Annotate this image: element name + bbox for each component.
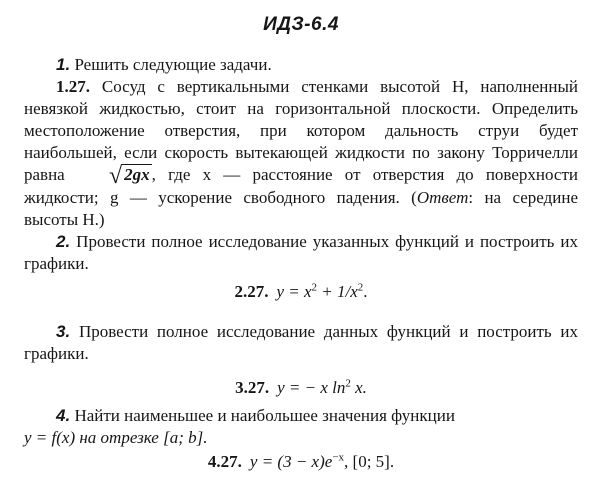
formula-4-27-end: , [0; 5].: [344, 452, 395, 471]
formula-4-27-sup: −x: [332, 451, 345, 464]
formula-4-27: [24, 451, 578, 473]
task1-number: 1.: [56, 55, 71, 74]
task4-number: 4.: [56, 406, 71, 425]
formula-3-27-sup: 2: [345, 377, 351, 390]
task1-text: Решить следующие задачи.: [74, 55, 272, 74]
task3-text: Провести полное исследование данных функций и построить их графики.: [24, 322, 579, 363]
problem-1-27-text-a: Сосуд с вертикальными стенками высотой H, наполненный невязкой жидкостью, стоит на горизонтальной плоскости. Определить местоположение отверстия, при котором дальность струи будет наибольшей, если скорость вытекающей жидкости по закону Торричелли равна: [24, 77, 579, 184]
task3-heading: [24, 321, 578, 365]
task4-text-b: y = f(x) на отрезке [a; b].: [24, 428, 208, 447]
formula-4-27-pre: y = (3 − x)e: [249, 452, 333, 471]
formula-2-27-sup2: 2: [357, 281, 364, 294]
task2-text: Провести полное исследование указанных функций и построить их графики.: [24, 232, 579, 273]
formula-2-27-mid: + 1/x: [317, 282, 358, 301]
task1-heading: [24, 54, 578, 76]
formula-2-27-label: 2.27.: [234, 282, 269, 301]
task3-number: 3.: [56, 322, 71, 341]
formula-4-27-label: 4.27.: [207, 452, 242, 471]
task4-heading: [24, 405, 578, 427]
formula-3-27-label: 3.27.: [235, 378, 270, 397]
formula-3-27: [24, 377, 578, 399]
formula-3-27-pre: y = − x ln: [277, 378, 346, 397]
sqrt-radicand: 2gx: [124, 165, 150, 184]
formula-2-27-end: .: [363, 282, 368, 301]
sqrt-expression: √ 2gx: [108, 163, 150, 189]
task2-heading: [24, 231, 578, 275]
formula-2-27-sup1: 2: [311, 281, 318, 294]
formula-2-27: [24, 281, 578, 303]
task4-text-a: Найти наименьшее и наибольшее значения функции: [74, 406, 455, 425]
problem-1-27: [24, 76, 578, 231]
document-title: ИДЗ-6.4: [263, 14, 339, 35]
problem-1-27-text-b: , где x — расстояние от отверстия до поверхности жидкости; g — ускорение свободного падения. (: [24, 165, 578, 207]
answer-text: : на середине высоты H.): [24, 188, 578, 229]
task2-number: 2.: [56, 232, 71, 251]
formula-2-27-pre: y = x: [276, 282, 312, 301]
formula-3-27-end: x.: [350, 378, 367, 397]
answer-label: Ответ: [416, 188, 469, 207]
problem-1-27-number: 1.27.: [56, 77, 90, 96]
